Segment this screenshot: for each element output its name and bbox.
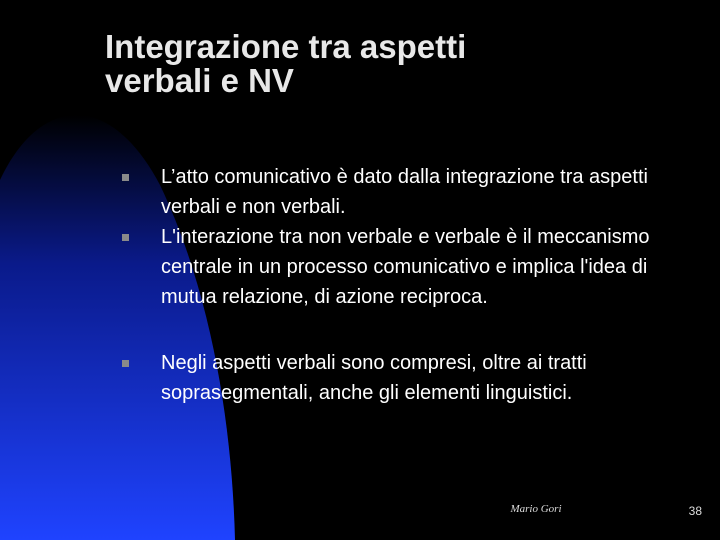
slide-title-line-2: verbali e NV	[105, 62, 294, 99]
slide-title	[105, 30, 665, 98]
square-bullet-icon	[122, 234, 129, 241]
bullet-list	[120, 162, 700, 408]
slide-title-line-1: Integrazione tra aspetti	[105, 28, 467, 65]
footer-author: Mario Gori	[510, 503, 562, 515]
bullet-text: L’atto comunicativo è dato dalla integrazione tra aspetti verbali e non verbali.	[161, 166, 648, 218]
square-bullet-icon	[122, 360, 129, 367]
bullet-text: Negli aspetti verbali sono compresi, oltre ai tratti soprasegmentali, anche gli elementi linguistici.	[161, 352, 587, 404]
bullet-item	[120, 348, 700, 408]
page-number: 38	[688, 504, 702, 518]
bullet-text: L'interazione tra non verbale e verbale è il meccanismo centrale in un processo comunicativo e implica l'idea di mutua relazione, di azione reciproca.	[161, 226, 650, 308]
square-bullet-icon	[122, 174, 129, 181]
bullet-item	[120, 162, 700, 222]
bullet-item	[120, 222, 700, 312]
